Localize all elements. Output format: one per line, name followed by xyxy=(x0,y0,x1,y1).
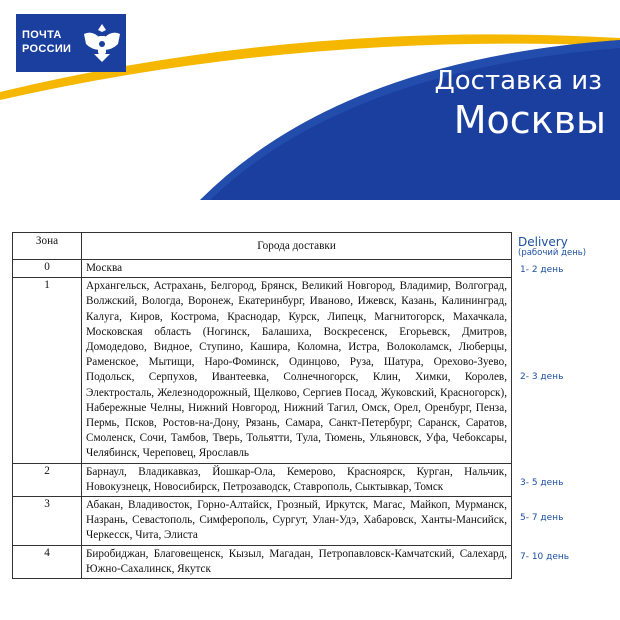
table-row xyxy=(13,260,512,278)
delivery-title: Delivery xyxy=(518,235,568,249)
delivery-time-zone-2: 3- 5 день xyxy=(520,478,564,488)
table-row xyxy=(13,497,512,546)
zone-cell: 1 xyxy=(13,278,82,463)
delivery-subtitle: (рабочий день) xyxy=(518,248,587,258)
table-header-row xyxy=(13,233,512,260)
cities-cell: Барнаул, Владикавказ, Йошкар-Ола, Кемерово, Красноярск, Курган, Нальчик, Новокузнецк, Новосибирск, Петрозаводск, Ставрополь, Сыктывкар, Томск xyxy=(82,463,512,496)
cities-cell: Биробиджан, Благовещенск, Кызыл, Магадан, Петропавловск-Камчатский, Салехард, Южно-Сахалинск, Якутск xyxy=(82,545,512,578)
delivery-zones-table xyxy=(12,232,512,579)
delivery-time-zone-1: 2- 3 день xyxy=(520,372,564,382)
column-header-cities: Города доставки xyxy=(82,233,512,260)
pochta-logo xyxy=(16,14,126,72)
delivery-heading xyxy=(518,235,586,258)
logo-text xyxy=(22,28,71,56)
eagle-emblem-icon xyxy=(80,20,124,66)
title-line2: Москвы xyxy=(453,98,606,142)
zone-cell: 2 xyxy=(13,463,82,496)
zone-cell: 3 xyxy=(13,497,82,546)
delivery-time-zone-4: 7- 10 день xyxy=(520,552,570,562)
title-line1: Доставка из xyxy=(434,66,602,96)
cities-cell: Абакан, Владивосток, Горно-Алтайск, Грозный, Иркутск, Магас, Майкоп, Мурманск, Назрань, Севастополь, Симферополь, Сургут, Улан-Удэ, Хабаровск, Ханты-Мансийск, Черкесск, Чита, Элиста xyxy=(82,497,512,546)
table-row xyxy=(13,545,512,578)
delivery-time-zone-0: 1- 2 день xyxy=(520,265,564,275)
delivery-time-zone-3: 5- 7 день xyxy=(520,513,564,523)
zone-cell: 4 xyxy=(13,545,82,578)
zone-cell: 0 xyxy=(13,260,82,278)
cities-cell: Архангельск, Астрахань, Белгород, Брянск, Великий Новгород, Владимир, Волгоград, Волжский, Вологда, Воронеж, Екатеринбург, Иваново, Ижевск, Казань, Калининград, Калуга, Киров, Кострома, Краснодар, Курск, Липецк, Магнитогорск, Махачкала, Московская область (Ногинск, Балашиха, Воскресенск, Егорьевск, Дмитров, Домодедово, Видное, Ступино, Кашира, Коломна, Истра, Волоколамск, Люберцы, Раменское, Мытищи, Наро-Фоминск, Одинцово, Руза, Шатура, Орехово-Зуево, Подольск, Серпухов, Ивантеевка, Солнечногорск, Клин, Химки, Королев, Электросталь, Железнодорожный, Щелково, Сергиев Посад, Жуковский, Красногорск), Набережные Челны, Нижний Новгород, Нижний Тагил, Омск, Орел, Оренбург, Пенза, Пермь, Псков, Ростов-на-Дону, Рязань, Самара, Санкт-Петербург, Саранск, Саратов, Смоленск, Сочи, Тамбов, Тверь, Тольятти, Тула, Тюмень, Ульяновск, Уфа, Чебоксары, Челябинск, Череповец, Ярославль xyxy=(82,278,512,463)
column-header-zone: Зона xyxy=(13,233,82,260)
table-row xyxy=(13,463,512,496)
logo-line2: РОССИИ xyxy=(22,43,72,55)
table-row xyxy=(13,278,512,463)
logo-line1: ПОЧТА xyxy=(22,29,62,41)
cities-cell: Москва xyxy=(82,260,512,278)
